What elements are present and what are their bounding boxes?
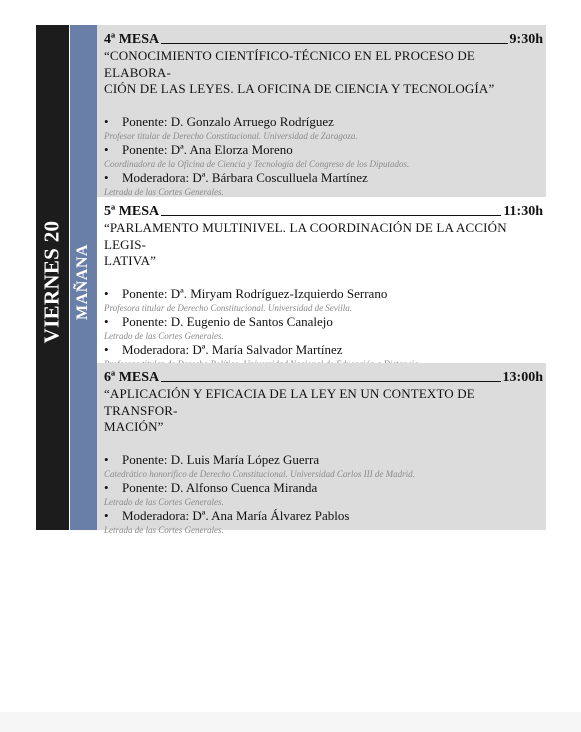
session-label: 6ª MESA (104, 370, 160, 385)
session-label: 5ª MESA (104, 204, 160, 219)
speaker-item (104, 314, 543, 330)
speaker-affiliation: Letrada de las Cortes Generales. (104, 524, 224, 535)
speaker-name: Ponente: D. Eugenio de Santos Canalejo (122, 313, 333, 329)
speaker-list (104, 452, 543, 536)
speaker-name: Moderadora: Dª. Bárbara Cosculluela Martínez (122, 169, 368, 185)
bullet: • (104, 479, 109, 495)
speaker-item (104, 480, 543, 496)
session-label: 4ª MESA (104, 32, 160, 47)
session-title (104, 220, 543, 270)
speaker-affiliation: Profesora titular de Derecho Constitucional. Universidad de Sevilla. (104, 302, 353, 313)
session-title-line: “PARLAMENTO MULTINIVEL. LA COORDINACIÓN DE LA ACCIÓN LEGIS- (104, 220, 507, 252)
speaker-item (104, 142, 543, 158)
session-title-line: “CONOCIMIENTO CIENTÍFICO-TÉCNICO EN EL PROCESO DE ELABORA- (104, 48, 475, 80)
session-title-line: MACIÓN” (104, 419, 164, 434)
session-title (104, 48, 543, 98)
bullet: • (104, 313, 109, 329)
speaker-item (104, 114, 543, 130)
speaker-item (104, 452, 543, 468)
session-time: 13:00h (502, 370, 543, 385)
speaker-affiliation: Profesor titular de Derecho Constitucional. Universidad de Zaragoza. (104, 130, 358, 141)
speaker-name: Ponente: Dª. Miryam Rodríguez-Izquierdo Serrano (122, 285, 388, 301)
header-rule (161, 381, 500, 382)
session-title-line: CIÓN DE LAS LEYES. LA OFICINA DE CIENCIA Y TECNOLOGÍA” (104, 81, 495, 96)
bullet: • (104, 451, 109, 467)
speaker-item (104, 342, 543, 358)
header-rule (161, 43, 507, 44)
speaker-list (104, 114, 543, 198)
speaker-name: Moderadora: Dª. Ana María Álvarez Pablos (122, 507, 350, 523)
session-header (104, 370, 543, 386)
speaker-name: Ponente: D. Luis María López Guerra (122, 451, 320, 467)
header-rule (161, 215, 501, 216)
page-bottom-band (0, 712, 581, 732)
session-5-block (97, 197, 546, 363)
speaker-affiliation: Letrado de las Cortes Generales. (104, 496, 224, 507)
bullet: • (104, 113, 109, 129)
session-4-block (97, 25, 546, 197)
speaker-list (104, 286, 543, 370)
session-title-line: “APLICACIÓN Y EFICACIA DE LA LEY EN UN CONTEXTO DE TRANSFOR- (104, 386, 475, 418)
speaker-name: Ponente: Dª. Ana Elorza Moreno (122, 141, 293, 157)
period-label: MAÑANA (74, 244, 91, 320)
session-header (104, 32, 543, 48)
session-time: 11:30h (503, 204, 543, 219)
speaker-name: Ponente: D. Alfonso Cuenca Miranda (122, 479, 318, 495)
speaker-affiliation: Catedrático honorífico de Derecho Constitucional. Universidad Carlos III de Madrid. (104, 468, 415, 479)
speaker-affiliation: Letrada de las Cortes Generales. (104, 186, 224, 197)
speaker-name: Moderadora: Dª. María Salvador Martínez (122, 341, 343, 357)
speaker-item (104, 286, 543, 302)
session-title-line: LATIVA” (104, 253, 157, 268)
session-header (104, 204, 543, 220)
session-6-block (97, 363, 546, 535)
bullet: • (104, 141, 109, 157)
bullet: • (104, 169, 109, 185)
speaker-item (104, 508, 543, 524)
bullet: • (104, 285, 109, 301)
speaker-affiliation: Letrado de las Cortes Generales. (104, 330, 224, 341)
bullet: • (104, 341, 109, 357)
speaker-affiliation: Coordinadora de la Oficina de Ciencia y Tecnología del Congreso de los Diputados. (104, 158, 410, 169)
session-time: 9:30h (509, 32, 543, 47)
bullet: • (104, 507, 109, 523)
session-title (104, 386, 543, 436)
speaker-item (104, 170, 543, 186)
day-label: VIERNES 20 (39, 220, 64, 344)
speaker-name: Ponente: D. Gonzalo Arruego Rodríguez (122, 113, 334, 129)
